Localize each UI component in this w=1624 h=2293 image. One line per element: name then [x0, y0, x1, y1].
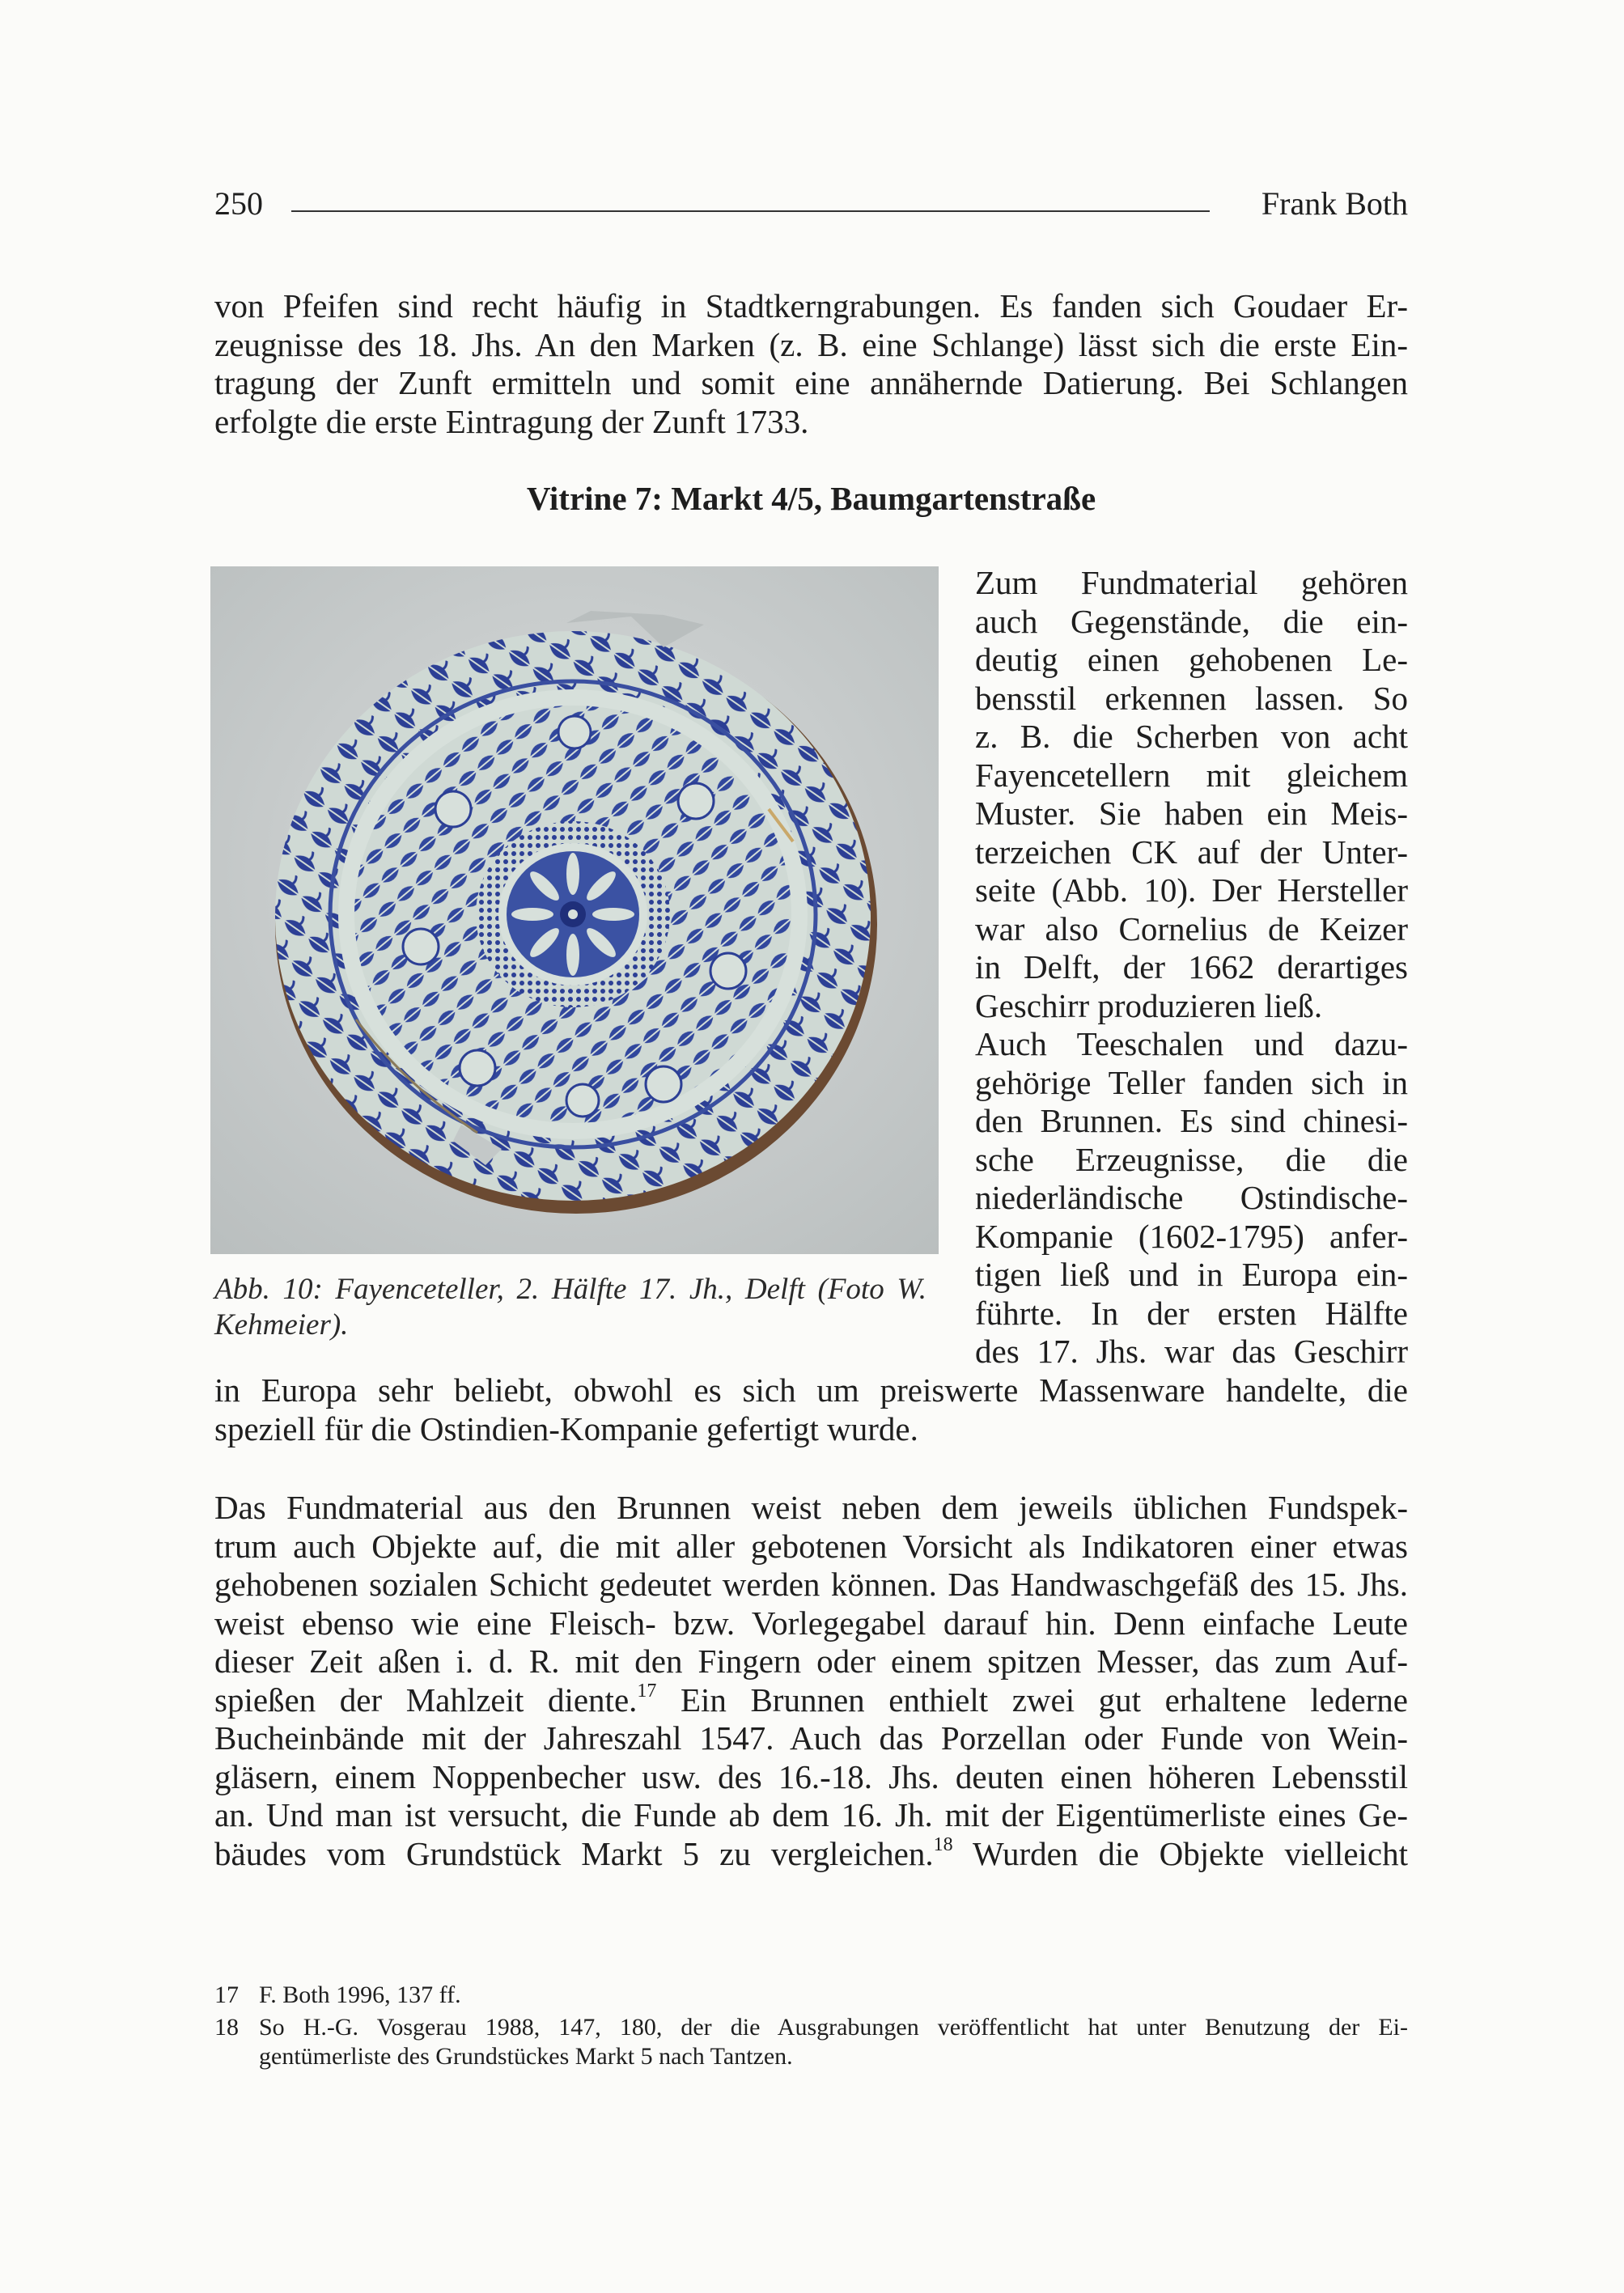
continuation-paragraph	[214, 1371, 1408, 1448]
text-line: z. B. die Scherben von acht	[975, 718, 1408, 755]
text-line: Fayencetellern mit gleichem	[975, 756, 1408, 794]
plate-photo	[210, 566, 939, 1254]
text-line: bensstil erkennen lassen. So	[975, 679, 1408, 717]
caption-line: Kehmeier).	[214, 1308, 349, 1341]
footnote-text: F. Both 1996, 137 ff.	[259, 1981, 461, 2008]
text-line: gehobenen sozialen Schicht gedeutet werden können. Das Handwaschgefäß des 15. Jhs.	[214, 1566, 1408, 1603]
footnote-line: gentümerliste des Grundstückes Markt 5 nach Tantzen.	[259, 2043, 793, 2070]
side-column-text	[975, 564, 1408, 1371]
footnote-ref-17[interactable]: 17	[637, 1680, 657, 1702]
text-line: weist ebenso wie eine Fleisch- bzw. Vorlegegabel darauf hin. Denn einfache Leute	[214, 1604, 1408, 1642]
text-line: terzeichen CK auf der Unter-	[975, 833, 1408, 871]
footnote-number: 18	[214, 2014, 239, 2041]
text-line: Bucheinbände mit der Jahreszahl 1547. Auch das Porzellan oder Funde von Wein-	[214, 1719, 1408, 1757]
page-number: 250	[214, 185, 263, 222]
text-line: erfolgte die erste Eintragung der Zunft 1733.	[214, 402, 809, 440]
text-line: führte. In der ersten Hälfte	[975, 1294, 1408, 1332]
footnote-text	[259, 2013, 1408, 2071]
text-line: auch Gegenstände, die ein-	[975, 602, 1408, 640]
footnote-ref-18[interactable]: 18	[933, 1833, 953, 1855]
text-line	[214, 1681, 1408, 1720]
footnote-number: 17	[214, 1981, 239, 2008]
line-text: spießen der Mahlzeit diente.	[214, 1681, 638, 1719]
text-line: tigen ließ und in Europa ein-	[975, 1256, 1408, 1293]
text-line: trum auch Objekte auf, die mit aller gebotenen Vorsicht als Indikatoren einer etwas	[214, 1527, 1408, 1565]
text-line: den Brunnen. Es sind chinesi-	[975, 1102, 1408, 1139]
text-line: zeugnisse des 18. Jhs. An den Marken (z. B. eine Schlange) lässt sich die erste Ein-	[214, 325, 1408, 363]
text-line: in Delft, der 1662 derartiges	[975, 948, 1408, 985]
faience-plate-image	[210, 566, 939, 1254]
text-line: gläsern, einem Noppenbecher usw. des 16.-18. Jhs. deuten einen höheren Lebensstil	[214, 1757, 1408, 1795]
line-text: Wurden die Objekte vielleicht	[952, 1834, 1409, 1872]
intro-paragraph	[214, 287, 1408, 441]
text-line: tragung der Zunft ermitteln und somit eine annähernde Datierung. Bei Schlangen	[214, 364, 1408, 401]
running-author: Frank Both	[1261, 185, 1408, 222]
text-line: Das Fundmaterial aus den Brunnen weist neben dem jeweils üblichen Fundspek-	[214, 1489, 1408, 1526]
text-line: Zum Fundmaterial gehören	[975, 564, 1408, 601]
text-line: Kompanie (1602-1795) anfer-	[975, 1217, 1408, 1255]
text-line: dieser Zeit aßen i. d. R. mit den Fingern oder einem spitzen Messer, das zum Auf-	[214, 1642, 1408, 1680]
text-line: sche Erzeugnisse, die die	[975, 1140, 1408, 1178]
figure-caption	[214, 1272, 926, 1343]
running-header	[214, 184, 1408, 233]
text-line: des 17. Jhs. war das Geschirr	[975, 1333, 1408, 1370]
text-line: niederländische Ostindische-	[975, 1179, 1408, 1216]
footnote-17	[214, 1981, 1408, 2013]
text-line: Auch Teeschalen und dazu-	[975, 1025, 1408, 1062]
text-line	[214, 1835, 1408, 1874]
header-rule	[291, 210, 1210, 212]
text-line: seite (Abb. 10). Der Hersteller	[975, 871, 1408, 909]
text-line: von Pfeifen sind recht häufig in Stadtkerngrabungen. Es fanden sich Goudaer Er-	[214, 287, 1408, 324]
line-text: Ein Brunnen enthielt zwei gut erhaltene lederne	[656, 1681, 1409, 1719]
text-line: gehörige Teller fanden sich in	[975, 1063, 1408, 1101]
main-paragraph	[214, 1489, 1408, 1873]
footnote-line: So H.-G. Vosgerau 1988, 147, 180, der die Ausgrabungen veröffentlicht hat unter Benutzung der Ei-	[259, 2014, 1408, 2041]
text-line: an. Und man ist versucht, die Funde ab dem 16. Jh. mit der Eigentümerliste eines Ge-	[214, 1796, 1408, 1833]
text-line: speziell für die Ostindien-Kompanie gefertigt wurde.	[214, 1409, 918, 1447]
line-text: bäudes vom Grundstück Markt 5 zu vergleichen.	[214, 1834, 934, 1872]
text-line: Geschirr produzieren ließ.	[975, 986, 1323, 1024]
footnote-18	[214, 2013, 1408, 2078]
text-line: war also Cornelius de Keizer	[975, 909, 1408, 947]
caption-line: Abb. 10: Fayenceteller, 2. Hälfte 17. Jh., Delft (Foto W.	[214, 1273, 926, 1306]
text-line: in Europa sehr beliebt, obwohl es sich um preiswerte Massenware handelte, die	[214, 1371, 1408, 1409]
text-line: deutig einen gehobenen Le-	[975, 641, 1408, 678]
text-line: Muster. Sie haben ein Meis-	[975, 795, 1408, 832]
section-heading: Vitrine 7: Markt 4/5, Baumgartenstraße	[526, 480, 1096, 517]
